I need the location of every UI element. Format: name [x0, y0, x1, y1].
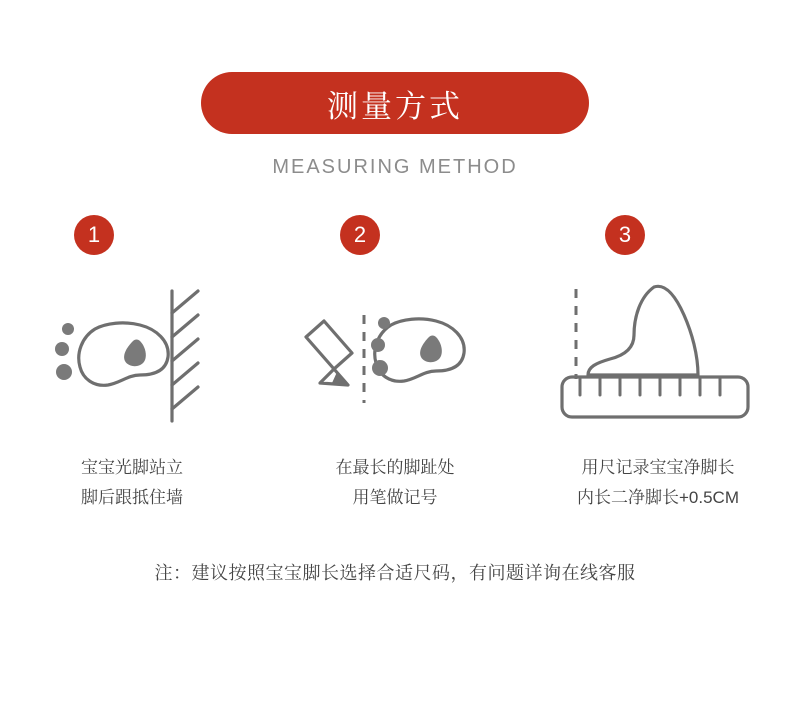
- foot-outline: [375, 319, 464, 381]
- step-1-caption: [81, 453, 183, 513]
- toe-dot: [55, 342, 69, 356]
- footer-note: 注：建议按照宝宝脚长选择合适尺码，有问题详询在线客服: [154, 563, 636, 583]
- page-subtitle: MEASURING METHOD: [272, 156, 518, 178]
- pen-marking-toe-icon: [290, 271, 500, 441]
- toe-dot: [62, 323, 74, 335]
- step-2-caption-line1: 在最长的脚趾处: [335, 458, 455, 477]
- toe-dot: [378, 317, 390, 329]
- steps-row: [0, 215, 790, 513]
- step-2-caption: [336, 453, 455, 513]
- step-2-caption-line2: 用笔做记号: [352, 488, 438, 507]
- step-3-number: 3: [605, 215, 645, 255]
- step-2-number: 2: [340, 215, 380, 255]
- foot-outline: [79, 323, 168, 385]
- big-toe-shape: [124, 340, 146, 367]
- foot-side-outline: [588, 286, 698, 375]
- step-1-caption-line2: 脚后跟抵住墙: [81, 488, 183, 507]
- toe-dot: [371, 338, 385, 352]
- foot-against-wall-icon: [32, 271, 232, 441]
- page-title-pill: [201, 72, 589, 134]
- ruler-ticks: [580, 379, 720, 395]
- step-3-caption-line2: 内长二净脚长+0.5CM: [577, 488, 739, 507]
- toe-dot: [372, 360, 388, 376]
- step-2: [264, 215, 527, 513]
- step-1-caption-line1: 宝宝光脚站立: [81, 458, 183, 477]
- big-toe-shape: [420, 336, 442, 363]
- step-3: [527, 215, 790, 513]
- page-title: 测量方式: [327, 88, 463, 124]
- step-3-illustration: [548, 271, 768, 441]
- pen-icon: [306, 321, 352, 385]
- step-3-caption: [577, 453, 739, 513]
- step-1-illustration: [32, 271, 232, 441]
- step-1-number: 1: [74, 215, 114, 255]
- toe-dot: [56, 364, 72, 380]
- step-3-caption-line1: 用尺记录宝宝净脚长: [581, 458, 735, 477]
- step-1: [1, 215, 264, 513]
- step-2-illustration: [290, 271, 500, 441]
- foot-on-ruler-icon: [548, 271, 768, 441]
